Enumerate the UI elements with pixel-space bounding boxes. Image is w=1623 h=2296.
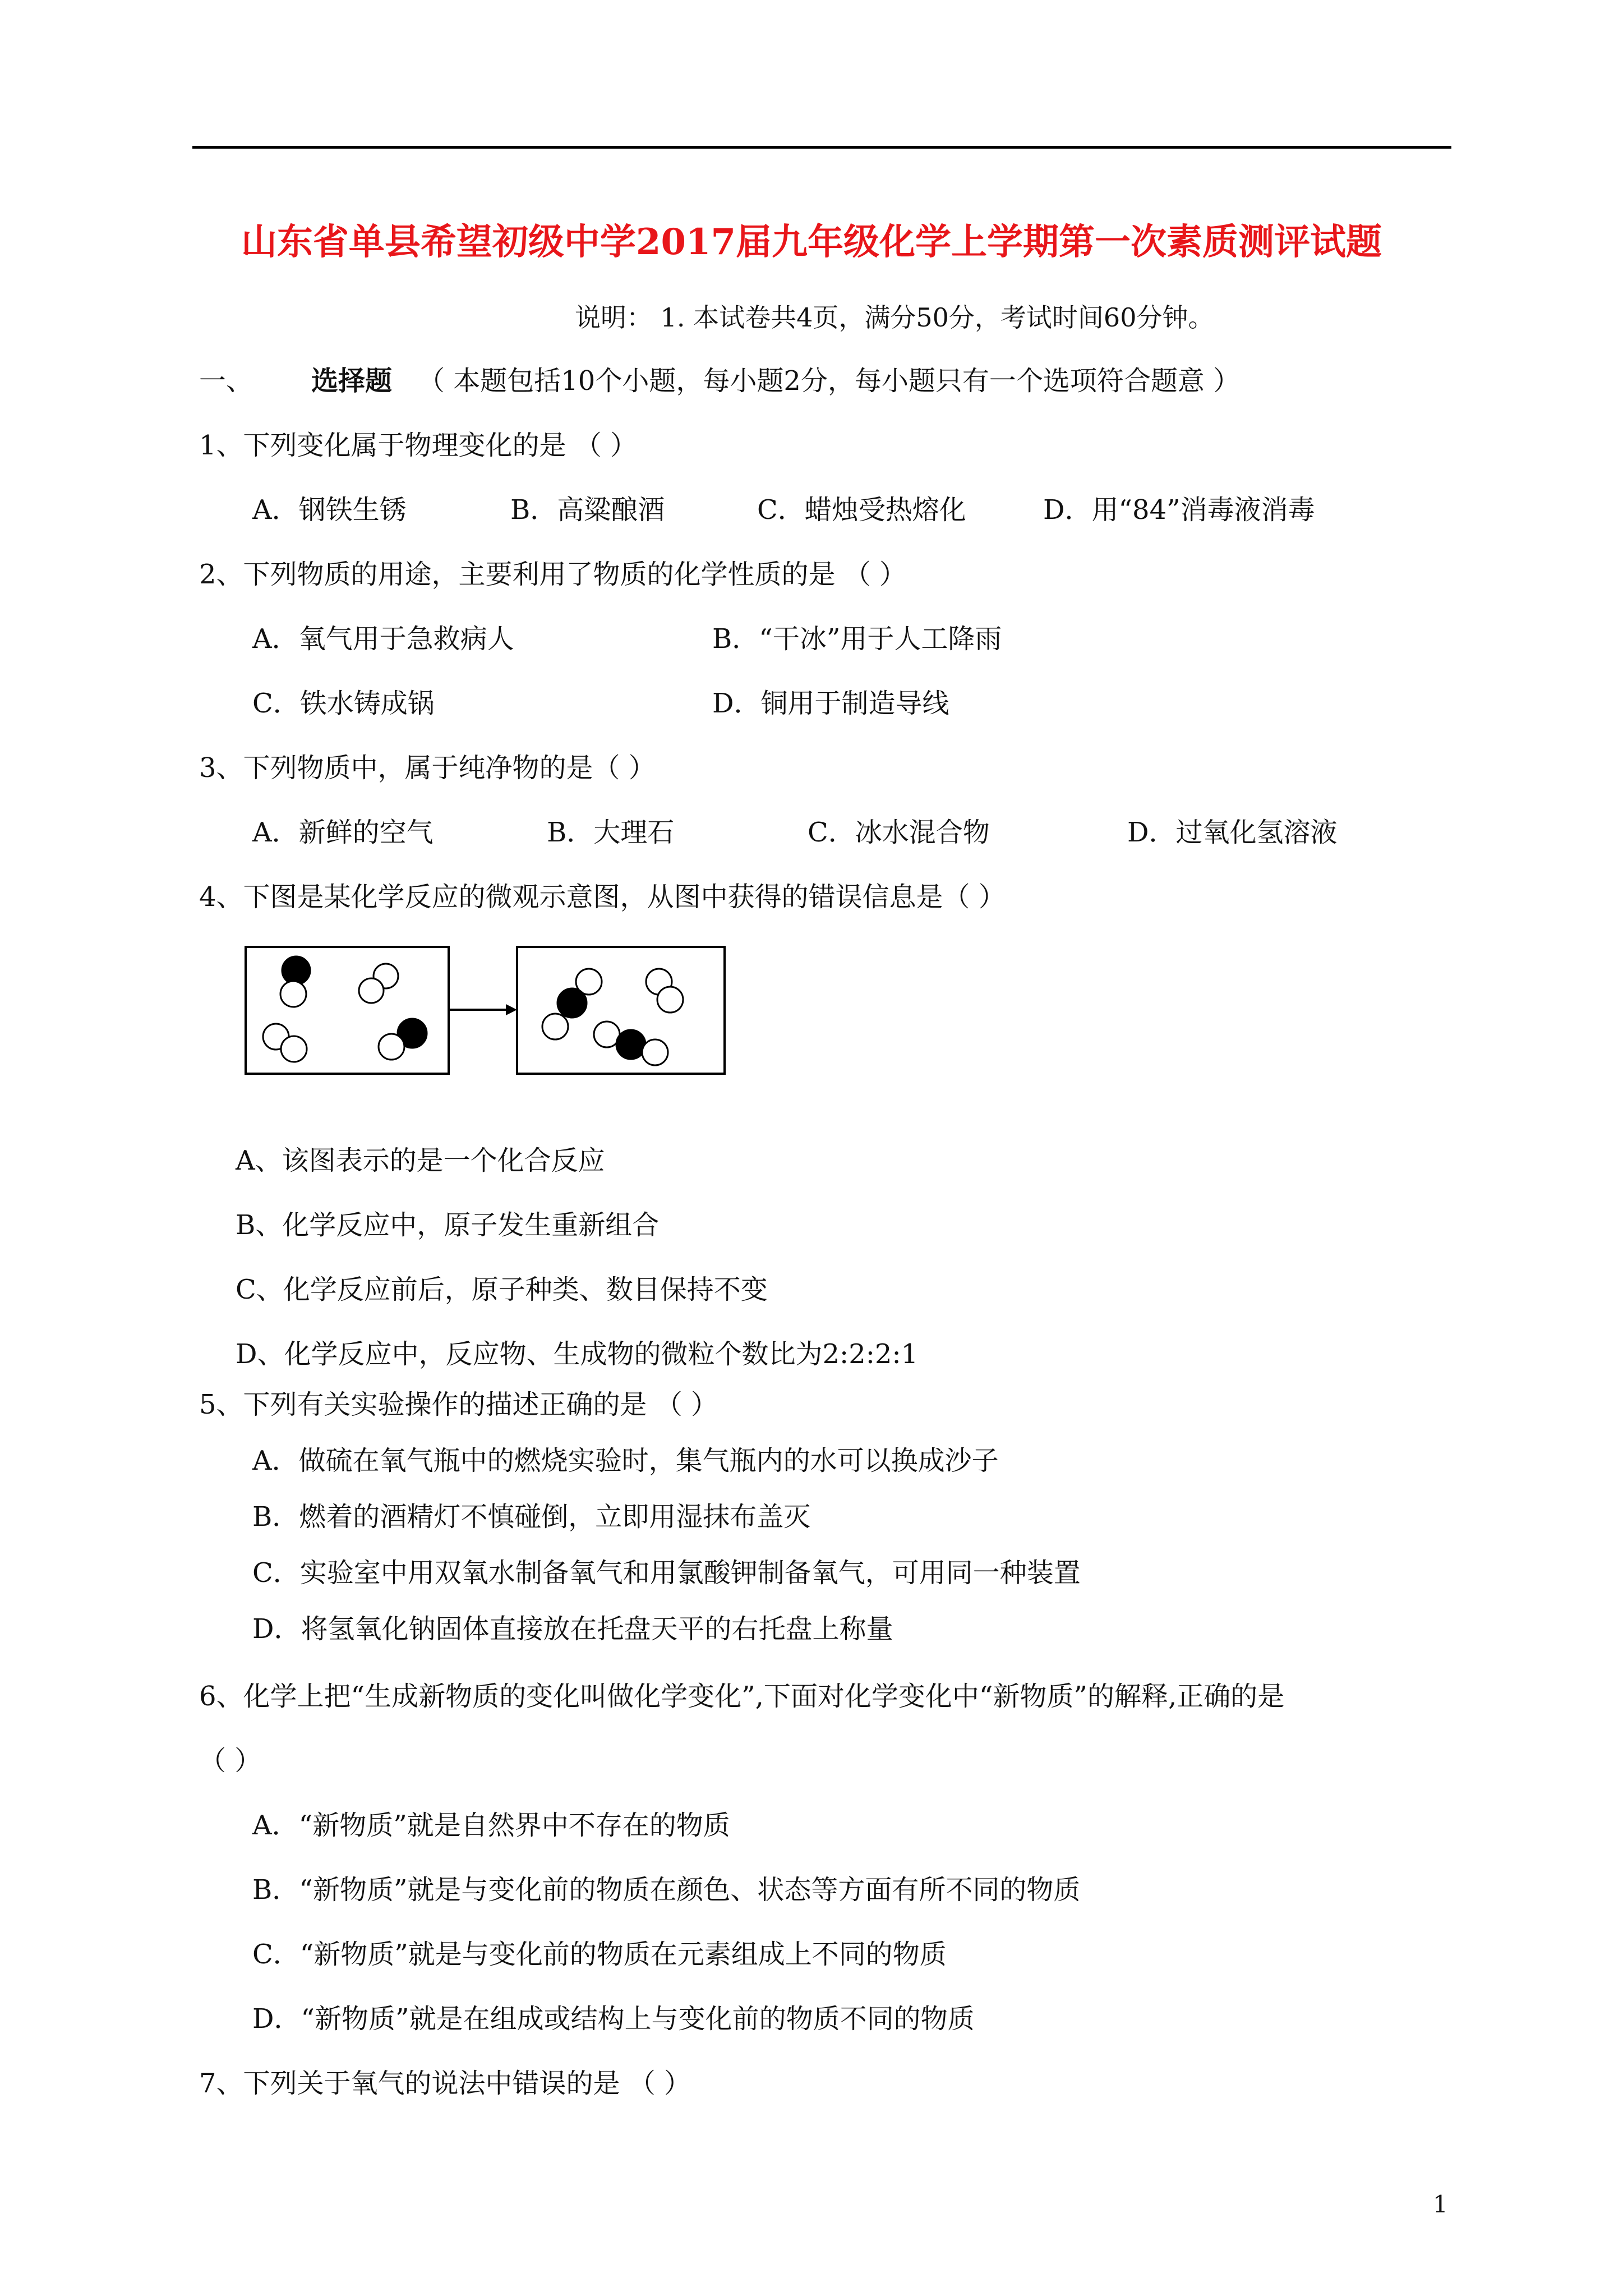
question-1-stem: 1、下列变化属于物理变化的是 （ ） bbox=[199, 430, 638, 461]
products-box bbox=[517, 947, 725, 1074]
question-5-option-b: B．燃着的酒精灯不慎碰倒，立即用湿抹布盖灭 bbox=[252, 1501, 811, 1533]
question-4-option-d: D、化学反应中，反应物、生成物的微粒个数比为2:2:2:1 bbox=[236, 1338, 919, 1370]
reactants-box bbox=[246, 947, 449, 1074]
question-5-option-d: D．将氢氧化钠固体直接放在托盘天平的右托盘上称量 bbox=[252, 1613, 893, 1645]
arrow-right-icon bbox=[449, 1004, 517, 1015]
section-description: （ 本题包括10个小题，每小题2分，每小题只有一个选项符合题意 ） bbox=[418, 365, 1241, 397]
question-5-option-a: A．做硫在氧气瓶中的燃烧实验时，集气瓶内的水可以换成沙子 bbox=[252, 1445, 999, 1476]
question-2-option-b: B．“干冰”用于人工降雨 bbox=[712, 623, 1002, 655]
black-atom bbox=[282, 956, 310, 984]
white-atom bbox=[642, 1039, 668, 1065]
question-6-answer-blank: （ ） bbox=[199, 1745, 262, 1777]
question-6-option-b: B．“新物质”就是与变化前的物质在颜色、状态等方面有所不同的物质 bbox=[252, 1874, 1081, 1906]
question-4-option-b: B、化学反应中，原子发生重新组合 bbox=[236, 1209, 660, 1241]
white-atom bbox=[280, 981, 306, 1007]
exam-note: 说明： 1. 本试卷共4页，满分50分，考试时间60分钟。 bbox=[575, 302, 1214, 333]
question-2-stem: 2、下列物质的用途，主要利用了物质的化学性质的是 （ ） bbox=[199, 559, 907, 590]
question-4-option-a: A、该图表示的是一个化合反应 bbox=[236, 1145, 605, 1176]
white-atom bbox=[657, 987, 683, 1013]
question-3-option-b: B．大理石 bbox=[547, 817, 675, 848]
question-4-stem: 4、下图是某化学反应的微观示意图，从图中获得的错误信息是（ ） bbox=[199, 881, 1006, 913]
white-atom bbox=[281, 1036, 307, 1062]
black-atom bbox=[557, 988, 587, 1018]
reaction-diagram bbox=[241, 942, 729, 1083]
white-atom bbox=[359, 978, 384, 1003]
question-5-option-c: C．实验室中用双氧水制备氧气和用氯酸钾制备氧气，可用同一种装置 bbox=[252, 1557, 1081, 1589]
question-6-stem: 6、化学上把“生成新物质的变化叫做化学变化”,下面对化学变化中“新物质”的解释,正确的是 bbox=[199, 1681, 1285, 1712]
white-atom bbox=[542, 1014, 568, 1039]
question-2-option-c: C．铁水铸成锅 bbox=[252, 688, 435, 719]
question-2-option-d: D．铜用于制造导线 bbox=[712, 688, 949, 719]
question-6-option-c: C．“新物质”就是与变化前的物质在元素组成上不同的物质 bbox=[252, 1939, 947, 1970]
question-1-option-c: C．蜡烛受热熔化 bbox=[757, 494, 966, 526]
question-3-option-c: C．冰水混合物 bbox=[808, 817, 990, 848]
question-6-option-d: D．“新物质”就是在组成或结构上与变化前的物质不同的物质 bbox=[252, 2003, 975, 2035]
question-1-option-b: B．高粱酿酒 bbox=[510, 494, 665, 526]
page-title: 山东省单县希望初级中学2017届九年级化学上学期第一次素质测评试题 bbox=[241, 221, 1382, 263]
question-3-option-d: D．过氧化氢溶液 bbox=[1127, 817, 1338, 848]
question-3-stem: 3、下列物质中，属于纯净物的是（ ） bbox=[199, 752, 656, 784]
header-rule bbox=[192, 146, 1451, 149]
black-atom bbox=[616, 1030, 645, 1059]
page-number: 1 bbox=[1433, 2191, 1448, 2218]
section-number: 一、 bbox=[199, 365, 253, 397]
question-1-option-a: A．钢铁生锈 bbox=[252, 494, 407, 526]
question-6-option-a: A．“新物质”就是自然界中不存在的物质 bbox=[252, 1810, 730, 1841]
question-4-option-c: C、化学反应前后，原子种类、数目保持不变 bbox=[236, 1274, 768, 1305]
question-2-option-a: A．氧气用于急救病人 bbox=[252, 623, 514, 655]
question-3-option-a: A．新鲜的空气 bbox=[252, 817, 434, 848]
question-7-stem: 7、下列关于氧气的说法中错误的是 （ ） bbox=[199, 2068, 691, 2099]
section-heading: 选择题 bbox=[311, 365, 393, 397]
white-atom bbox=[379, 1034, 404, 1060]
question-1-option-d: D．用“84”消毒液消毒 bbox=[1043, 494, 1315, 526]
question-5-stem: 5、下列有关实验操作的描述正确的是 （ ） bbox=[199, 1389, 718, 1420]
